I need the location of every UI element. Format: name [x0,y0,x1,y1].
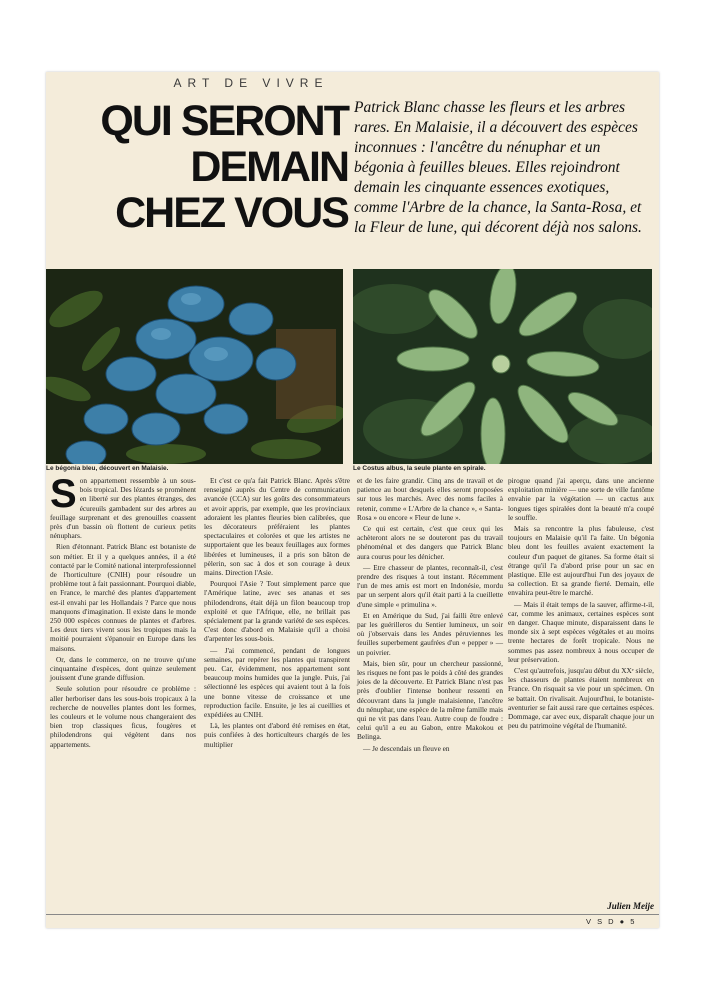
headline-line-2: DEMAIN [190,143,348,191]
paragraph: — Etre chasseur de plantes, reconnaît-il, c'est prendre des risques à tout instant. Récemment l'un de mes amis est mort en Indonésie, mordu par un serpent alors qu'il était parti à la cueillette d'une simple « primulina ». [357,562,503,609]
costus-albus-illustration [353,269,652,464]
paragraph: et de les faire grandir. Cinq ans de travail et de patience au bout desquels elles seront proposées sur tous les marchés. Avec des noms faciles à retenir, comme « L'Arbre de la chance », « Santa-Rosa » ou encore « Fleur de lune ». [357,476,503,522]
paragraph: pirogue quand j'ai aperçu, dans une ancienne exploitation minière — une sorte de ville fantôme envahie par la végétation — un cactus aux longues tiges spiralées dont la beauté m'a coupé le souffle. [508,476,654,522]
lead-paragraph: Patrick Blanc chasse les fleurs et les arbres rares. En Malaisie, il a découvert des espèces inconnues : l'ancêtre du nénuphar et un bégonia à feuilles bleues. Elles rejoindront demain les cinquante essences exotiques, comme l'Arbre de la chance, la Santa-Rosa, et la Fleur de lune, qui décorent déjà nos salons. [354,99,642,236]
paragraph: Or, dans le commerce, on ne trouve qu'une cinquantaine d'espèces, dont quinze seulement jouissent d'une grande diffusion. [50,654,196,683]
section-rubric: ART DE VIVRE [173,76,329,90]
paragraph: Seule solution pour résoudre ce problème : aller herboriser dans les sous-bois tropicaux à la recherche de nouvelles plantes dont les formes, les couleurs et le volume nous changeraient des bien trop classiques ficus, fougères et philodendrons qui végètent dans nos appartements. [50,684,196,749]
page-footer [586,917,636,926]
headline-line-3: CHEZ VOUS [115,189,348,237]
paragraph: Ce qui est certain, c'est que ceux qui les achèteront alors ne se douteront pas du travail phénoménal et des dangers que Patrick Blanc aura courus pour les dénicher. [357,524,503,561]
blue-begonia-photo [46,269,343,464]
headline-line-1: QUI SERONT [100,97,348,145]
paragraph: — J'ai commencé, pendant de longues semaines, par repérer les plantes qui transpirent peu. Car, évidemment, nos appartement sont beaucoup moins humides que la jungle. Puis, j'ai sélectionné les espèces qui avaient tout à la fois une bonne vitesse de croissance et une reproduction facile. Ensuite, je les ai cueillies et expédiées au CNIH. [204,645,350,720]
article-column-2 [204,476,350,751]
photo-caption: Le bégonia bleu, découvert en Malaisie. [46,465,169,472]
paragraph: on appartement ressemble à un sous-bois tropical. Des lézards se promènent en liberté sur des plantes étranges, des écureuils gambadent sur des arbres au feuillage surprenant et des grenouilles coassent près d'un bassin où flottent de curieux petits nénuphars. [50,476,196,541]
paragraph: Pourquoi l'Asie ? Tout simplement parce que l'Amérique latine, avec ses ananas et ses philodendrons, était déjà un filon beaucoup trop exploité et que l'Afrique, elle, ne brillait pas spécialement par la grande variété de ses espèces. C'est donc d'abord en Malaisie qu'il a choisi d'arpenter les sous-bois. [204,579,350,644]
paragraph: Et c'est ce qu'a fait Patrick Blanc. Après s'être renseigné auprès du Centre de communication avancée (CCA) sur les goûts des consommateurs et avoir appris, par exemple, que les provinciaux adoraient les plantes fleuries bien calibrées, que les décorateurs préféraient les plantes spectaculaires et colorées et que les artistes ne supportaient que les beaux feuillages aux formes libérées et lumineuses, il a pris son bâton de pèlerin, son sac à dos et son courage à deux mains. Direction l'Asie. [204,476,350,578]
footer-rule [46,914,659,915]
magazine-page [46,72,659,928]
article-column-1 [50,472,196,751]
magazine-name: V S D ● [586,917,627,926]
paragraph: C'est qu'autrefois, jusqu'au début du XXᵉ siècle, les chasseurs de plantes étaient nombreux en France. On risquait sa vie pour un spécimen. On se battait. On rivalisait. Aujourd'hui, le botaniste-aventurier se fait aussi rare que certaines espèces. Dommage, car avec eux, disparaît chaque jour un peu du patrimoine végétal de l'humanité. [508,666,654,731]
author-signature: Julien Meije [607,901,654,911]
article-column-4 [508,476,654,732]
drop-cap: S [50,472,77,516]
paragraph: Mais, bien sûr, pour un chercheur passionné, les risques ne font pas le poids à côté des grandes joies de la découverte. Et Patrick Blanc n'est pas près d'oublier l'intense bonheur ressenti en découvrant dans la jungle malaisienne, l'ancêtre du nénuphar, une espèce de la même famille mais qui ne vit pas dans l'eau. Autre coup de foudre : celui qu'il a eu au Gabon, entre Makokou et Belinga. [357,658,503,742]
paragraph: Mais sa rencontre la plus fabuleuse, c'est toujours en Malaisie qu'il l'a faite. Un bégonia bleu dont les feuilles avaient exactement la couleur d'un paquet de gitanes. Sa forme était si étrange qu'il l'a d'abord prise pour un sac en plastique. Elle est aujourd'hui l'un des joyaux de sa collection. Et sa grande fierté. Demain, elle envahira peut-être le marché. [508,524,654,598]
photo-caption: Le Costus albus, la seule plante en spirale. [353,465,486,472]
paragraph: — Mais il était temps de la sauver, affirme-t-il, car, comme les animaux, certaines espèces sont en danger. Chaque minute, disparaissent dans le monde six à sept espèces végétales et au moins trente hectares de forêt tropicale. Nous ne sommes pas assez nombreux à nous occuper de leur préservation. [508,599,654,664]
paragraph: Là, les plantes ont d'abord été remises en état, puis confiées à des horticulteurs chargés de les multiplier [204,721,350,749]
blue-begonia-illustration [46,269,343,464]
costus-albus-photo [353,269,652,464]
paragraph: Et en Amérique du Sud, j'ai failli être enlevé par les guérilleros du Sentier lumineux, un soir où j'observais dans les Andes péruviennes les feuilles superbement gaufrées d'un « pepper » — un poivrier. [357,610,503,657]
paragraph: Rien d'étonnant. Patrick Blanc est botaniste de son métier. Et il y a quelques années, il a été contacté par le Comité national interprofessionnel de l'horticulture (CNIH) pour résoudre un problème tout à fait passionnant. Pourquoi diable, en France, le marché des plantes d'appartement est-il envahi par les Hollandais ? Parce que nous manquons d'imagination. Il existe dans le monde 250 000 espèces connues de plantes et d'arbres. Les deux tiers vivent sous les tropiques mais la moitié pourraient s'épanouir en Europe dans les maisons. [50,542,196,653]
headline [48,98,348,236]
paragraph: — Je descendais un fleuve en [363,743,450,753]
article-column-3 [357,476,503,755]
page-number: 5 [630,917,637,926]
